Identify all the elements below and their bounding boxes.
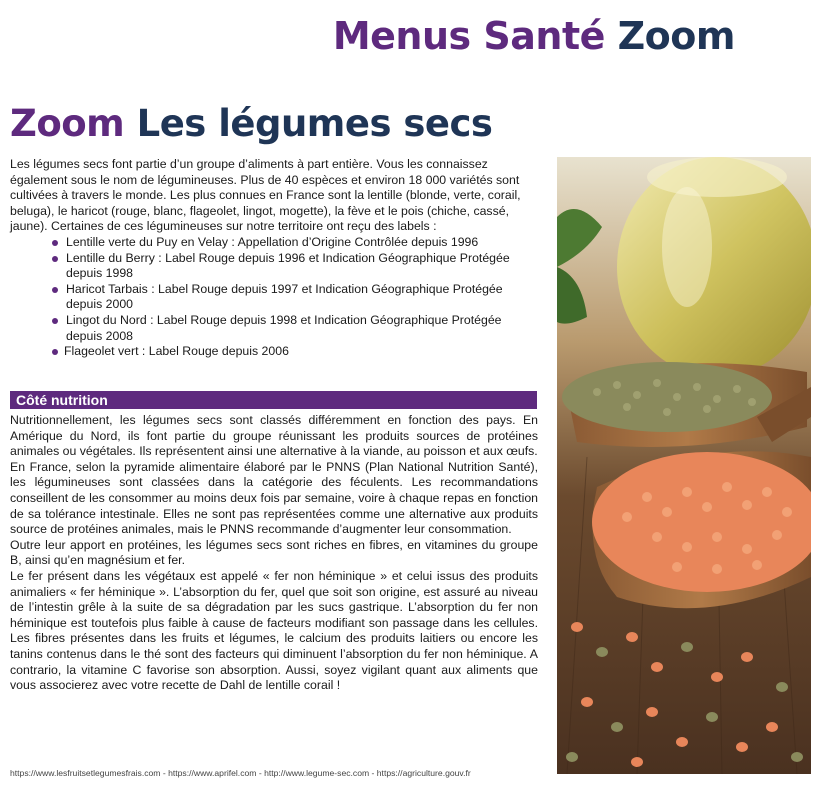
label-text: Lingot du Nord : Label Rouge depuis 1998 et Indication Géographique Protégée depuis 2008 (66, 312, 502, 343)
label-text: Lentille verte du Puy en Velay : Appellation d’Origine Contrôlée depuis 1996 (66, 234, 479, 249)
header-title (333, 14, 735, 58)
intro-section (10, 157, 538, 360)
page-title (10, 102, 492, 145)
list-item (52, 251, 538, 282)
nutrition-paragraph: Le fer présent dans les végétaux est appelé « fer non héminique » et celui issus des produits animaliers « fer héminique ». L’absorption du fer, quel que soit son origine, est assuré au niveau de l’intestin grêle à la suite de sa dégradation par les sucs gastrique. L’absorption du fer non héminique est toutefois plus faible à cause de facteurs modifiant son passage dans les cellules. Les fibres présentes dans les fruits et légumes, le calcium des produits laitiers ou encore les tanins contenus dans le thé sont des facteurs qui diminuent l’absorption du fer non héminique. A contrario, la vitamine C favorise son absorption. Aussi, soyez vigilant quant aux aliments que vous associerez avec votre recette de Dahl de lentille corail ! (10, 568, 538, 693)
header-title-zoom: Zoom (617, 14, 735, 58)
nutrition-paragraph: En France, selon la pyramide alimentaire élaboré par le PNNS (Plan National Nutrition Santé), les légumineuses sont classées dans la catégorie des féculents. Les recommandations conseillent de les consommer au moins deux fois par semaine, voire à chaque repas en fonction de sa tolérance intestinale. Elles ne sont pas représentées comme une alternative aux produits source de protéines animales, mais le PNNS recommande d’augmenter leur consommation. (10, 459, 538, 537)
sources-footer: https://www.lesfruitsetlegumesfrais.com - https://www.aprifel.com - http://www.legume-sec.com - https://agriculture.gouv.fr (10, 768, 471, 778)
bullet-icon (52, 349, 58, 355)
lentils-photo (557, 157, 811, 774)
page-title-zoom: Zoom (10, 102, 125, 145)
bullet-icon (52, 240, 58, 246)
labels-list (10, 235, 538, 360)
nutrition-paragraph: Outre leur apport en protéines, les légumes secs sont riches en fibres, en vitamines du groupe B, ainsi qu’en magnésium et fer. (10, 537, 538, 568)
list-item (52, 344, 538, 360)
nutrition-body (10, 413, 538, 694)
bullet-icon (52, 318, 58, 324)
bullet-icon (52, 287, 58, 293)
page-title-subject: Les légumes secs (136, 102, 493, 145)
section-heading-nutrition: Côté nutrition (10, 391, 537, 409)
label-text: Haricot Tarbais : Label Rouge depuis 1997 et Indication Géographique Protégée depuis 2000 (66, 281, 503, 312)
label-text: Lentille du Berry : Label Rouge depuis 1996 et Indication Géographique Protégée depuis 1998 (66, 250, 510, 281)
nutrition-paragraph: Nutritionnellement, les légumes secs sont classés différemment en fonction des pays. En Amérique du Nord, ils font partie du groupe réunissant les produits sources de protéines animales ou végétales. Ils représentent ainsi une alternative à la viande, au poisson et aux œufs. (10, 413, 538, 459)
header-title-menus-sante: Menus Santé (332, 14, 605, 58)
label-text: Flageolet vert : Label Rouge depuis 2006 (64, 344, 289, 359)
list-item (52, 282, 538, 313)
bullet-icon (52, 256, 58, 262)
list-item (52, 313, 538, 344)
list-item (52, 235, 538, 251)
intro-paragraph: Les légumes secs font partie d’un groupe d’aliments à part entière. Vous les connaissez également sous le nom de légumineuses. Plus de 40 espèces et environ 18 000 variétés sont cultivées à travers le monde. Les plus connues en France sont la lentille (blonde, verte, corail, beluga), le haricot (rouge, blanc, flageolet, lingot, mogette), la fève et le pois (chiche, cassé, jaune). Certaines de ces légumineuses sur notre territoire ont reçu des labels : (10, 157, 521, 234)
